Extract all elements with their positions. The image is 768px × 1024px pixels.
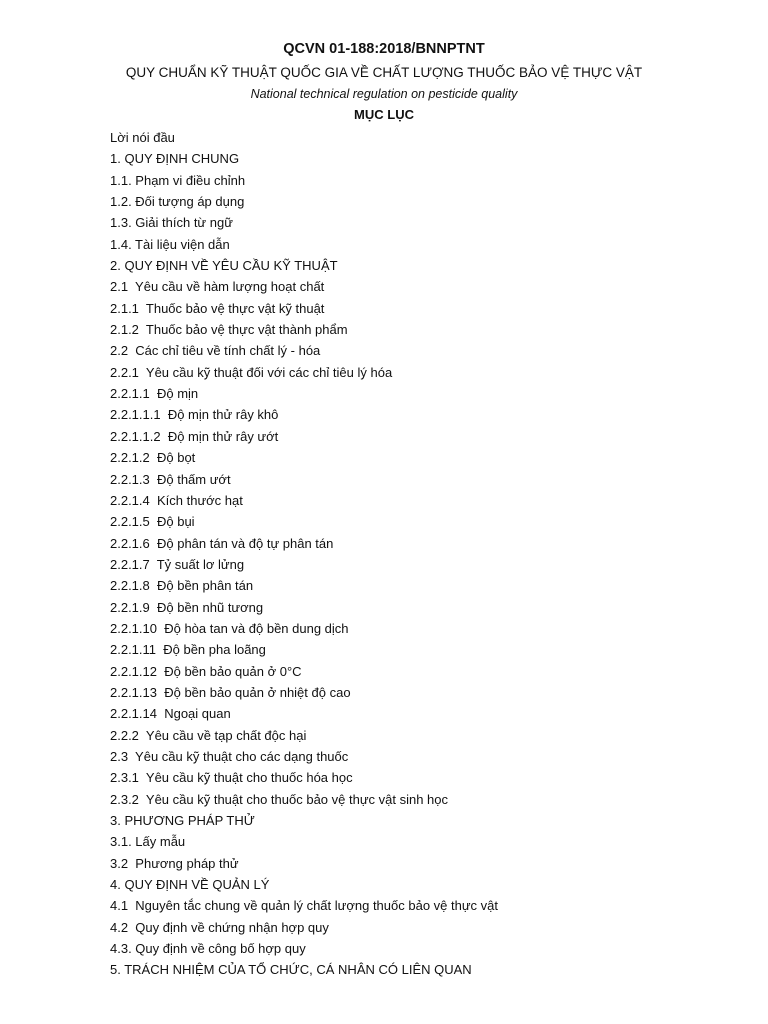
toc-entry: 2.2.1.12 Độ bền bảo quản ở 0°C <box>110 663 302 679</box>
document-code: QCVN 01-188:2018/BNNPTNT <box>283 41 485 57</box>
toc-entry: 2.2.1.6 Độ phân tán và độ tự phân tán <box>110 535 334 551</box>
toc-entry: 2.3 Yêu cầu kỹ thuật cho các dạng thuốc <box>110 748 349 764</box>
toc-entry: 5. TRÁCH NHIỆM CỦA TỔ CHỨC, CÁ NHÂN CÓ LIÊN QUAN <box>110 962 472 978</box>
toc-entry: 2.1.2 Thuốc bảo vệ thực vật thành phẩm <box>110 322 348 338</box>
toc-entry: 1.3. Giải thích từ ngữ <box>110 215 233 231</box>
toc-entry: 2.2.1.10 Độ hòa tan và độ bền dung dịch <box>110 620 349 636</box>
toc-entry: 2.2.1.8 Độ bền phân tán <box>110 578 254 594</box>
toc-entry: Lời nói đầu <box>110 130 175 145</box>
toc-entry: 3.2 Phương pháp thử <box>110 855 239 871</box>
toc-entry: 2.2.1.5 Độ bụi <box>110 514 195 530</box>
toc-entry: 4.1 Nguyên tắc chung về quản lý chất lượng thuốc bảo vệ thực vật <box>110 898 499 914</box>
document-title-english: National technical regulation on pesticide quality <box>250 87 518 101</box>
toc-entry: 2.1 Yêu cầu về hàm lượng hoạt chất <box>110 279 325 295</box>
toc-heading: MỤC LỤC <box>354 107 414 122</box>
toc-entry: 2.2.1.14 Ngoại quan <box>110 706 231 722</box>
toc-entry: 2.2.1.13 Độ bền bảo quản ở nhiệt độ cao <box>110 684 351 700</box>
toc-entry: 2.2.1.1.2 Độ mịn thử rây ướt <box>110 428 279 444</box>
toc-entry: 1.1. Phạm vi điều chỉnh <box>110 172 246 188</box>
toc-entry: 2.2.1.7 Tỷ suất lơ lửng <box>110 556 245 572</box>
document-title: QUY CHUẨN KỸ THUẬT QUỐC GIA VỀ CHẤT LƯỢNG THUỐC BẢO VỆ THỰC VẬT <box>125 65 643 80</box>
toc-entry: 2. QUY ĐỊNH VỀ YÊU CẦU KỸ THUẬT <box>110 258 338 274</box>
toc-entry: 3.1. Lấy mẫu <box>110 834 186 850</box>
toc-entry: 4.3. Quy định về công bố hợp quy <box>110 941 306 957</box>
toc-entry: 2.2.1.1.1 Độ mịn thử rây khô <box>110 407 279 423</box>
toc-entry: 2.2.1.9 Độ bền nhũ tương <box>110 599 264 615</box>
toc-entry: 2.3.2 Yêu cầu kỹ thuật cho thuốc bảo vệ thực vật sinh học <box>110 791 449 807</box>
toc-entry: 1.2. Đối tượng áp dụng <box>110 194 245 210</box>
toc-entry: 2.2.1 Yêu cầu kỹ thuật đối với các chỉ tiêu lý hóa <box>110 364 393 380</box>
toc-entry: 4. QUY ĐỊNH VỀ QUẢN LÝ <box>110 877 270 893</box>
toc-entry: 2.2.1.1 Độ mịn <box>110 386 199 402</box>
toc-entry: 2.2.1.2 Độ bọt <box>110 450 196 466</box>
toc-entry: 1. QUY ĐỊNH CHUNG <box>110 151 240 167</box>
toc-entry: 2.3.1 Yêu cầu kỹ thuật cho thuốc hóa học <box>110 770 353 786</box>
toc-entry: 2.2.1.11 Độ bền pha loãng <box>110 642 266 658</box>
toc-entry: 4.2 Quy định về chứng nhận hợp quy <box>110 919 329 935</box>
toc-entry: 2.2.1.3 Độ thấm ướt <box>110 471 231 487</box>
table-of-contents <box>110 127 498 981</box>
toc-entry: 2.1.1 Thuốc bảo vệ thực vật kỹ thuật <box>110 300 325 316</box>
toc-entry: 3. PHƯƠNG PHÁP THỬ <box>110 813 255 828</box>
toc-entry: 2.2 Các chỉ tiêu về tính chất lý - hóa <box>110 343 321 359</box>
toc-entry: 2.2.2 Yêu cầu về tạp chất độc hại <box>110 727 307 743</box>
toc-entry: 1.4. Tài liệu viện dẫn <box>110 236 230 252</box>
toc-entry: 2.2.1.4 Kích thước hạt <box>110 492 243 508</box>
